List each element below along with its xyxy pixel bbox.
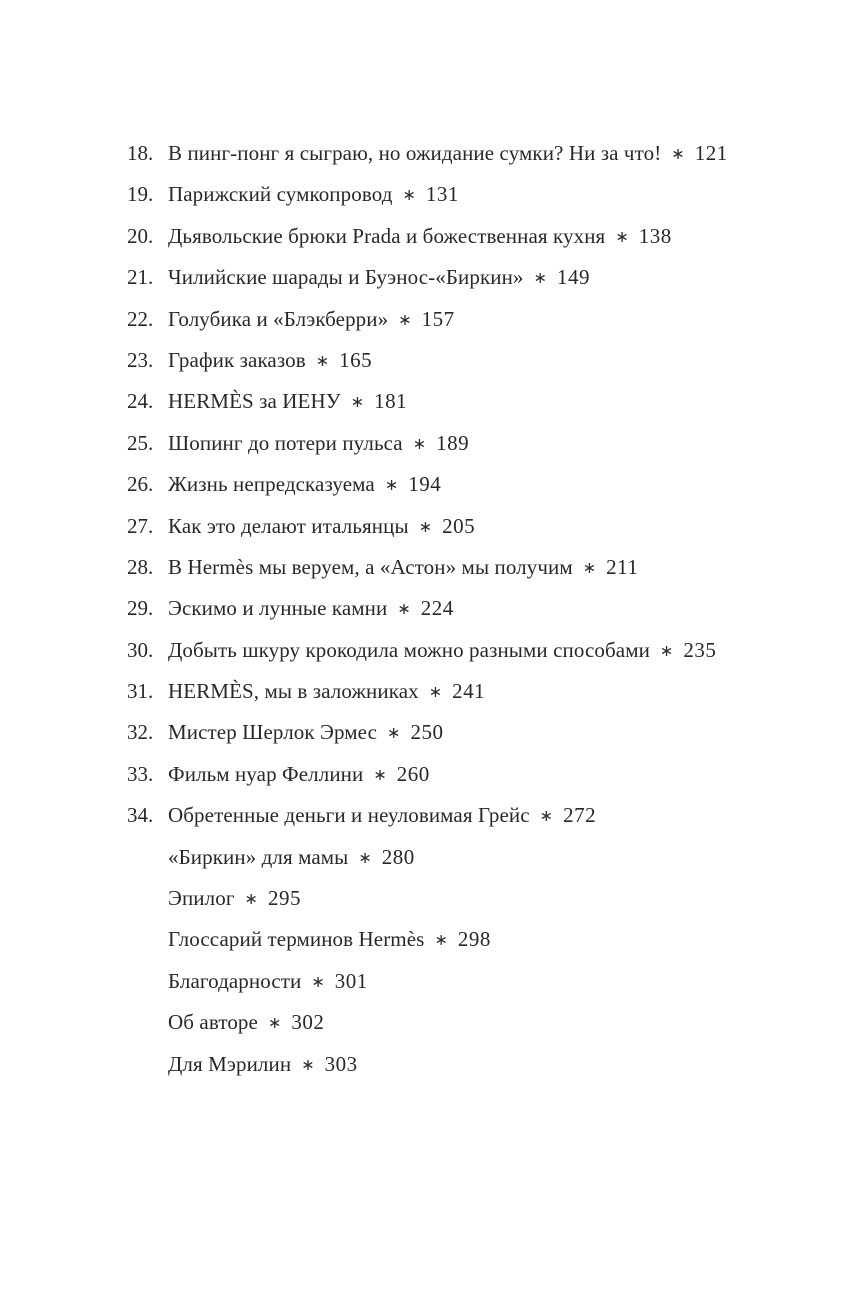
toc-entry-title: Об авторе: [168, 1010, 258, 1035]
toc-entry-page: 295: [267, 886, 301, 911]
toc-entry-number: 32.: [127, 720, 154, 745]
toc-entry-title: Обретенные деньги и неуловимая Грейс: [168, 803, 530, 828]
toc-entry: [127, 224, 805, 250]
star-separator-icon: ∗: [412, 433, 427, 453]
toc-entry: [127, 348, 805, 374]
toc-entry-title: Для Мэрилин: [168, 1051, 292, 1076]
toc-entry-number: 27.: [127, 513, 154, 538]
toc-entry-page: 303: [324, 1051, 358, 1076]
toc-entry: [127, 182, 805, 208]
toc-entry-number: 31.: [127, 679, 154, 704]
toc-entry: [127, 1052, 805, 1078]
toc-entry-title: График заказов: [168, 347, 306, 372]
toc-entry-number: 30.: [127, 637, 154, 662]
toc-entry-title: Благодарности: [168, 968, 302, 993]
toc-entry-page: 298: [457, 927, 491, 952]
toc-entry: [127, 141, 805, 167]
toc-entry-page: 241: [452, 679, 486, 704]
star-separator-icon: ∗: [397, 599, 411, 619]
star-separator-icon: ∗: [428, 682, 443, 702]
toc-entry: [127, 679, 805, 705]
toc-entry-number: 33.: [127, 761, 154, 786]
toc-entry-number: 25.: [127, 430, 154, 455]
star-separator-icon: ∗: [434, 930, 448, 950]
star-separator-icon: ∗: [582, 557, 597, 577]
toc-entry-page: 205: [442, 513, 476, 538]
toc-entry-title: Жизнь непредсказуема: [168, 472, 375, 497]
toc-entry-page: 250: [410, 720, 444, 745]
toc-entry-page: 138: [638, 223, 672, 248]
toc-entry-title: Парижский сумкопровод: [168, 182, 393, 207]
toc-entry-title: HERMÈS за ИЕНУ: [168, 389, 341, 414]
toc-entry-page: 149: [556, 265, 590, 290]
toc-entry-page: 211: [606, 554, 639, 579]
toc-entry: [127, 762, 805, 788]
star-separator-icon: ∗: [350, 392, 365, 412]
toc-entry: [127, 472, 805, 498]
star-separator-icon: ∗: [539, 806, 554, 826]
toc-entry-page: 224: [420, 596, 454, 621]
toc-entry-page: 189: [436, 430, 470, 455]
toc-entry-number: 28.: [127, 554, 154, 579]
toc-entry-page: 235: [683, 637, 717, 662]
toc-entry-title: Как это делают итальянцы: [168, 513, 409, 538]
toc-entry: [127, 803, 805, 829]
toc-entry: [127, 1010, 805, 1036]
star-separator-icon: ∗: [398, 309, 412, 329]
toc-entry: [127, 307, 805, 333]
toc-entry: [127, 638, 805, 664]
toc-entry: [127, 431, 805, 457]
toc-entry-title: В Hermès мы веруем, а «Астон» мы получим: [168, 554, 573, 579]
toc-entry-title: HERMÈS, мы в заложниках: [168, 679, 419, 704]
star-separator-icon: ∗: [387, 723, 401, 743]
toc-entry-title: Чилийские шарады и Буэнос-«Биркин»: [168, 265, 524, 290]
toc-entry-number: 22.: [127, 306, 154, 331]
star-separator-icon: ∗: [659, 640, 674, 660]
toc-entry-page: 194: [408, 472, 442, 497]
toc-entry-title: Эпилог: [168, 886, 235, 911]
star-separator-icon: ∗: [311, 971, 325, 991]
toc-entry: [127, 720, 805, 746]
star-separator-icon: ∗: [615, 226, 629, 246]
toc-entry-number: 23.: [127, 347, 154, 372]
toc-entry-number: 34.: [127, 803, 154, 828]
toc-entry-page: 260: [396, 761, 430, 786]
toc-entry-number: 20.: [127, 223, 154, 248]
toc-entry-page: 280: [381, 844, 415, 869]
toc-entry-number: 29.: [127, 596, 154, 621]
toc-entry-page: 302: [291, 1010, 325, 1035]
star-separator-icon: ∗: [267, 1013, 282, 1033]
toc-entry-number: 21.: [127, 265, 154, 290]
star-separator-icon: ∗: [244, 889, 258, 909]
toc-entry: [127, 845, 805, 871]
toc-entry-page: 181: [374, 389, 408, 414]
star-separator-icon: ∗: [671, 144, 685, 163]
toc-entry-title: Добыть шкуру крокодила можно разными способами: [168, 637, 650, 662]
star-separator-icon: ∗: [315, 350, 330, 370]
toc-entry-number: 24.: [127, 389, 154, 414]
toc-entry: [127, 389, 805, 415]
toc-entry: [127, 596, 805, 622]
toc-entry-number: 18.: [127, 141, 154, 165]
toc-entry-title: Глоссарий терминов Hermès: [168, 927, 425, 952]
toc-entry-page: 301: [334, 968, 368, 993]
toc-entry-page: 131: [425, 182, 459, 207]
toc-entry: [127, 514, 805, 540]
toc-entry-title: В пинг-понг я сыграю, но ожидание сумки? Ни за что!: [168, 141, 662, 165]
toc-entry: [127, 886, 805, 912]
toc-entry: [127, 555, 805, 581]
star-separator-icon: ∗: [358, 847, 372, 867]
toc-entry-title: Шопинг до потери пульса: [168, 430, 403, 455]
star-separator-icon: ∗: [402, 185, 416, 205]
toc-entry: [127, 265, 805, 291]
toc-entry: [127, 969, 805, 995]
toc-entry-title: Голубика и «Блэкберри»: [168, 306, 389, 331]
toc-entry-title: Мистер Шерлок Эрмес: [168, 720, 378, 745]
toc-entry-title: Фильм нуар Феллини: [168, 761, 364, 786]
star-separator-icon: ∗: [373, 764, 387, 784]
toc-entry-title: Эскимо и лунные камни: [168, 596, 388, 621]
star-separator-icon: ∗: [533, 268, 547, 288]
star-separator-icon: ∗: [384, 475, 399, 495]
toc-entry-page: 272: [563, 803, 597, 828]
star-separator-icon: ∗: [301, 1054, 315, 1074]
toc-entry-number: 26.: [127, 472, 154, 497]
toc-entry: [127, 927, 805, 953]
toc-entry-page: 121: [694, 141, 728, 165]
toc-entry-title: Дьявольские брюки Prada и божественная кухня: [168, 223, 606, 248]
toc-entry-number: 19.: [127, 182, 154, 207]
toc-entry-title: «Биркин» для мамы: [168, 844, 349, 869]
star-separator-icon: ∗: [418, 516, 433, 536]
toc-entry-page: 157: [421, 306, 455, 331]
toc-entry-page: 165: [339, 347, 373, 372]
